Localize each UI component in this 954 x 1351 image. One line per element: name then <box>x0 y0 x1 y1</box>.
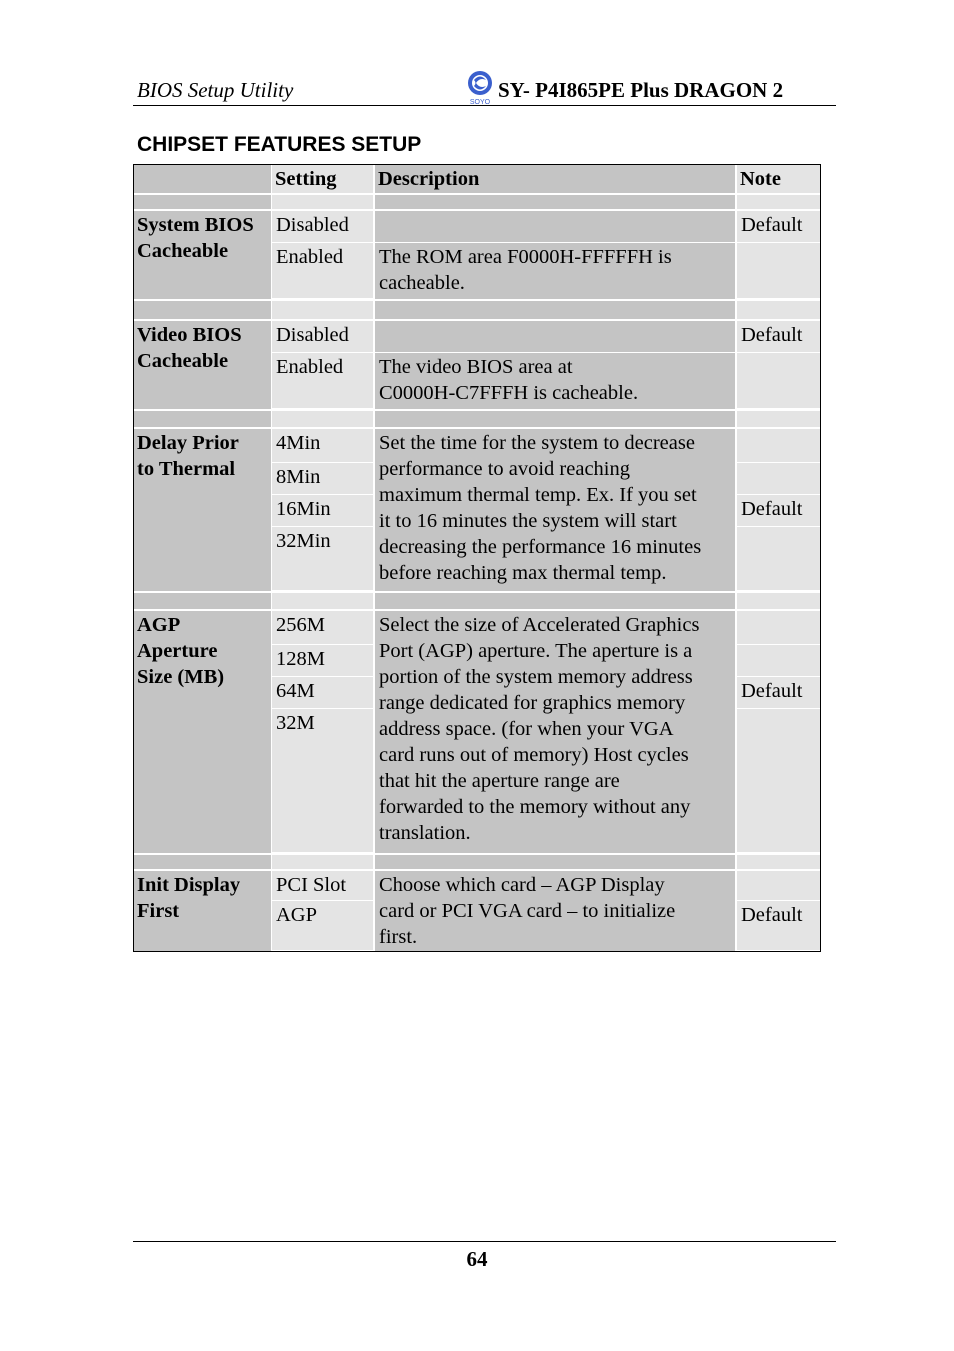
spacer-cell <box>272 593 373 609</box>
spacer-cell <box>737 411 820 427</box>
spacer-cell <box>134 855 271 869</box>
setting-option: 128M <box>272 645 373 676</box>
description-header: Description <box>375 165 735 193</box>
description-cell: Select the size of Accelerated Graphics Port (AGP) aperture. The aperture is a portion of the system memory address range dedicated for graphics memory address space. (for when your VGA card runs out of memory) Host cycles that hit the aperture range are forwarded to the memory without any translation. <box>375 611 735 853</box>
header-rule <box>133 105 836 106</box>
setting-header: Setting <box>272 165 373 193</box>
setting-name-cell: System BIOS Cacheable <box>134 211 271 299</box>
setting-option: Enabled <box>272 353 373 408</box>
note-header: Note <box>737 165 820 193</box>
note-cell <box>737 463 820 494</box>
setting-option: Disabled <box>272 211 373 242</box>
spacer-cell <box>737 593 820 609</box>
description-cell: Choose which card – AGP Display card or PCI VGA card – to initialize first. <box>375 871 735 951</box>
note-cell <box>737 243 820 298</box>
spacer-cell <box>272 195 373 209</box>
setting-option: 16Min <box>272 495 373 526</box>
spacer-cell <box>134 411 271 427</box>
spacer-cell <box>375 855 735 869</box>
soyo-logo-icon <box>463 68 497 106</box>
description-cell: The ROM area F0000H-FFFFFH is cacheable. <box>375 243 735 299</box>
note-cell: Default <box>737 211 820 242</box>
spacer-cell <box>375 411 735 427</box>
note-cell <box>737 429 820 462</box>
spacer-cell <box>272 301 373 319</box>
description-cell: Set the time for the system to decrease performance to avoid reaching maximum thermal temp. Ex. If you set it to 16 minutes the system will start decreasing the performance 16 minutes before reaching max thermal temp. <box>375 429 735 591</box>
spacer-cell <box>134 195 271 209</box>
setting-name-cell: Init Display First <box>134 871 271 951</box>
note-cell: Default <box>737 677 820 708</box>
setting-option: 8Min <box>272 463 373 494</box>
setting-option: 256M <box>272 611 373 644</box>
note-cell <box>737 709 820 852</box>
spacer-cell <box>737 195 820 209</box>
note-cell: Default <box>737 901 820 950</box>
spacer-cell <box>737 301 820 319</box>
setting-name-cell: AGP Aperture Size (MB) <box>134 611 271 853</box>
spacer-cell <box>375 195 735 209</box>
note-cell <box>737 527 820 590</box>
setting-option: 32Min <box>272 527 373 590</box>
running-header-model: SY- P4I865PE Plus DRAGON 2 <box>498 78 784 102</box>
setting-option: AGP <box>272 901 373 950</box>
note-cell <box>737 353 820 408</box>
setting-option: 4Min <box>272 429 373 462</box>
setting-option: Disabled <box>272 321 373 352</box>
note-cell: Default <box>737 321 820 352</box>
spacer-cell <box>737 855 820 869</box>
chipset-features-table <box>133 164 821 952</box>
description-cell: The video BIOS area at C0000H-C7FFFH is cacheable. <box>375 353 735 409</box>
spacer-cell <box>134 593 271 609</box>
note-cell <box>737 871 820 900</box>
setting-name-cell: Delay Prior to Thermal <box>134 429 271 591</box>
spacer-cell <box>375 593 735 609</box>
page-number: 64 <box>466 1247 488 1271</box>
note-cell: Default <box>737 495 820 526</box>
description-blank-cell <box>375 211 735 242</box>
setting-option: 32M <box>272 709 373 852</box>
svg-text:SOYO: SOYO <box>469 99 491 106</box>
spacer-cell <box>272 411 373 427</box>
spacer-cell <box>375 301 735 319</box>
spacer-cell <box>134 301 271 319</box>
running-header-title: BIOS Setup Utility <box>137 78 294 102</box>
spacer-cell <box>272 855 373 869</box>
setting-option: Enabled <box>272 243 373 298</box>
setting-option: PCI Slot <box>272 871 373 900</box>
note-cell <box>737 645 820 676</box>
setting-option: 64M <box>272 677 373 708</box>
note-cell <box>737 611 820 644</box>
blank-header-cell <box>134 165 271 193</box>
footer-rule <box>133 1241 836 1242</box>
section-title: CHIPSET FEATURES SETUP <box>137 133 422 156</box>
setting-name-cell: Video BIOS Cacheable <box>134 321 271 409</box>
description-blank-cell <box>375 321 735 352</box>
